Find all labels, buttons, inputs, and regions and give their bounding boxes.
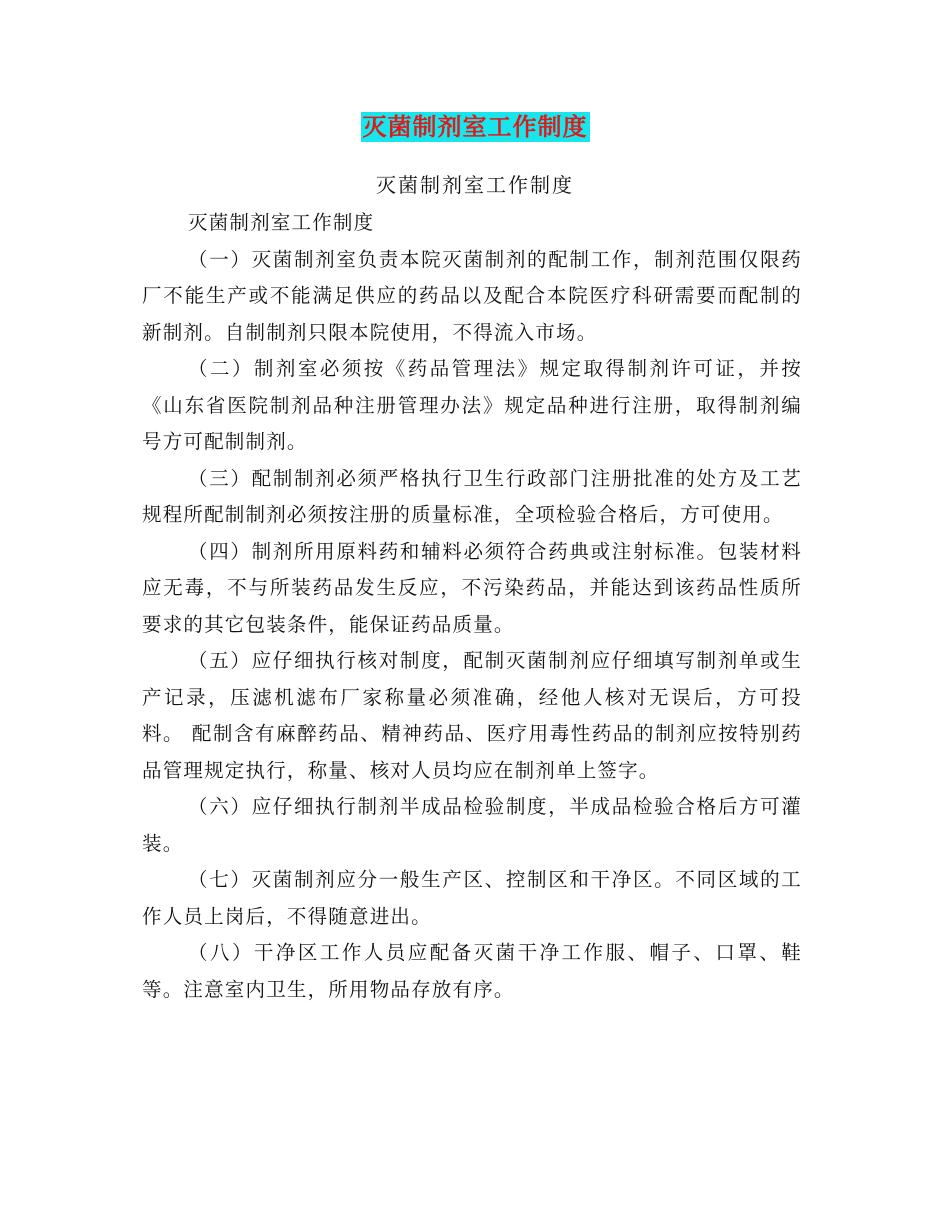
paragraph-5: （五）应仔细执行核对制度，配制灭菌制剂应仔细填写制剂单或生产记录，压滤机滤布厂家称量必须准确，经他人核对无误后，方可投料。 配制含有麻醉药品、精神药品、医疗用毒性药品的制剂应按特别药品管理规定执行，称量、核对人员均应在制剂单上签字。 [142,649,802,782]
document-subtitle: 灭菌制剂室工作制度 [376,173,574,197]
paragraph-6: （六）应仔细执行制剂半成品检验制度，半成品检验合格后方可灌装。 [142,795,802,855]
paragraph-8: （八）干净区工作人员应配备灭菌干净工作服、帽子、口罩、鞋等。注意室内卫生，所用物品存放有序。 [142,941,802,1001]
document-body [142,205,802,1008]
document-title: 灭菌制剂室工作制度 [362,113,588,141]
paragraph-1: （一）灭菌制剂室负责本院灭菌制剂的配制工作，制剂范围仅限药厂不能生产或不能满足供应的药品以及配合本院医疗科研需要而配制的新制剂。自制制剂只限本院使用，不得流入市场。 [142,247,802,344]
paragraph-7: （七）灭菌制剂应分一般生产区、控制区和干净区。不同区域的工作人员上岗后，不得随意进出。 [142,868,802,928]
paragraph-2: （二）制剂室必须按《药品管理法》规定取得制剂许可证，并按《山东省医院制剂品种注册管理办法》规定品种进行注册，取得制剂编号方可配制制剂。 [142,357,802,453]
paragraph-3: （三）配制制剂必须严格执行卫生行政部门注册批准的处方及工艺规程所配制制剂必须按注册的质量标准，全项检验合格后，方可使用。 [142,466,802,526]
paragraph-4: （四）制剂所用原料药和辅料必须符合药典或注射标准。包装材料应无毒，不与所装药品发生反应，不污染药品，并能达到该药品性质所要求的其它包装条件，能保证药品质量。 [142,539,802,636]
title-container [0,112,950,142]
paragraph-heading: 灭菌制剂室工作制度 [188,211,375,234]
